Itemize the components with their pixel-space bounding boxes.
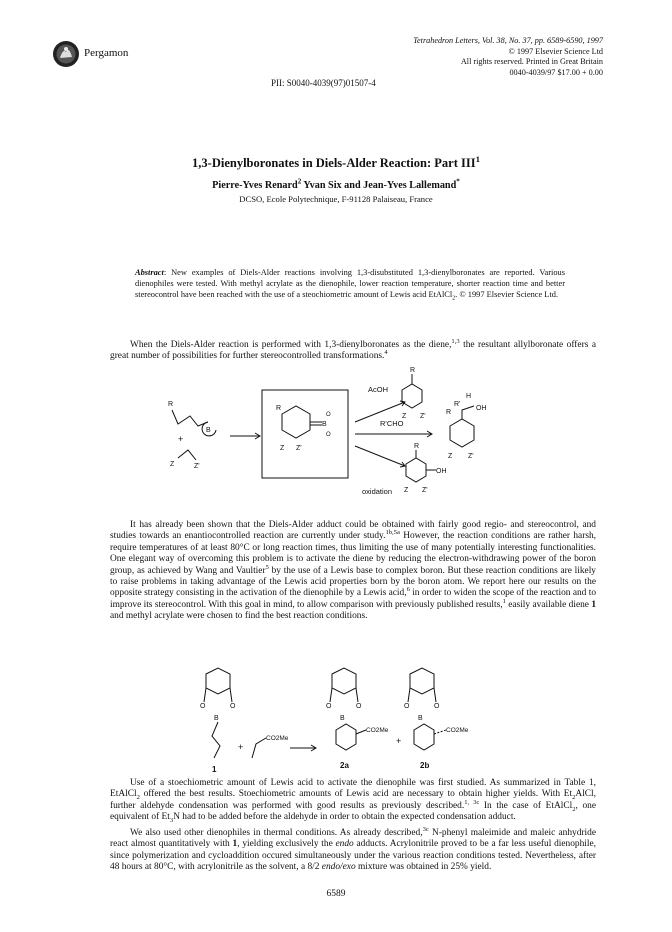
journal-info bbox=[343, 36, 603, 78]
scheme1-pt-z: Z bbox=[402, 413, 407, 420]
scheme1-pr-h: H bbox=[466, 393, 472, 400]
scheme1-arrow-oxidation bbox=[355, 446, 405, 467]
scheme-2 bbox=[190, 664, 490, 776]
paragraph-1 bbox=[110, 337, 596, 363]
scheme2-arrow bbox=[290, 745, 316, 751]
scheme2-c2b-b: B bbox=[418, 715, 423, 722]
scheme2-c1-o2: O bbox=[230, 703, 236, 710]
scheme1-b: B bbox=[206, 427, 211, 434]
abstract-sub: 2 bbox=[452, 295, 456, 302]
scheme2-plus-2: + bbox=[396, 736, 402, 746]
abstract-text-a: : New examples of Diels-Alder reactions involving 1,3-disubstituted 1,3-dienylboronates are reported. Various dienophiles were tested. With methyl acrylate as the dienophile, lower reaction temperature, shorter reaction time and better stereocontrol have been reached with the use of a steochiometric amount of Lewis acid EtAlCl bbox=[135, 268, 565, 299]
pii: PII: S0040-4039(97)01507-4 bbox=[271, 78, 376, 88]
author-2: Yvan Six and Jean-Yves Lallemand bbox=[303, 180, 457, 191]
p3-c: AlCl, further aldehyde condensation was performed with good results as previously described. bbox=[110, 789, 596, 811]
rights-line: All rights reserved. Printed in Great Britain bbox=[460, 57, 603, 67]
p3-d: In the case of EtAlCl bbox=[479, 800, 573, 811]
p2-ref3: 6 bbox=[406, 586, 410, 594]
paragraph-2 bbox=[110, 520, 596, 623]
p2-a: It has already been shown that the Diels-Alder adduct could be obtained with fairly good regio- and stereocontrol, and studies towards an enantiocontrolled reaction are currently under study. bbox=[110, 520, 596, 542]
p4-a: We also used other dienophiles in thermal conditions. As already described, bbox=[130, 828, 423, 838]
scheme1-pt-zp: Z' bbox=[420, 413, 426, 420]
p3-s4: 3 bbox=[169, 817, 174, 825]
scheme2-compound-2b bbox=[404, 668, 469, 770]
scheme1-zp1: Z' bbox=[194, 463, 200, 470]
p4-bold1: 1 bbox=[232, 839, 238, 850]
scheme1-product-right bbox=[446, 393, 487, 460]
article-title bbox=[0, 153, 672, 171]
scheme1-z1: Z bbox=[170, 461, 175, 468]
paragraph-3 bbox=[110, 778, 596, 824]
scheme1-adduct-box bbox=[262, 390, 348, 478]
p4-it2: endo/exo bbox=[321, 862, 356, 873]
scheme2-acrylate-co2me: CO2Me bbox=[266, 735, 289, 742]
scheme1-pr-z: Z bbox=[448, 453, 453, 460]
p3-ref1: 1, 3c bbox=[464, 798, 480, 806]
p3-s1: 2 bbox=[136, 794, 140, 802]
scheme1-adduct-zp: Z' bbox=[296, 445, 302, 452]
journal-line: Tetrahedron Letters, Vol. 38, No. 37, pp. 6589-6590, 1997 bbox=[413, 36, 603, 45]
scheme2-c1-b: B bbox=[214, 715, 219, 722]
abstract-label: Abstract bbox=[135, 268, 164, 277]
scheme1-reagent-acoh: AcOH bbox=[368, 385, 389, 394]
p4-ref1: 3c bbox=[422, 825, 429, 833]
scheme1-adduct-o2: O bbox=[326, 432, 331, 438]
p4-d: adducts. Acrylonitrile proved to be a far less useful dienophile, since polymerization and cycloaddition occured simultaneously under the various reaction conditions tested. Nevertheless, after 48 hours at 80°C, with acrylonitrile as the solvent, a 8/2 bbox=[110, 839, 596, 873]
p2-c: by the use of a Lewis base to complex boron. But these reaction conditions are likely to raise problems in taking advantage of the Lewis acid properties born by the boron atom. We report here our results on the opposite strategy consisting in the activation of the dienophile by a Lewis acid, bbox=[110, 565, 596, 599]
scheme2-c2a-o2: O bbox=[356, 703, 362, 710]
issn-line: 0040-4039/97 $17.00 + 0.00 bbox=[509, 67, 603, 77]
p3-e: , one equivalent of Et bbox=[110, 800, 596, 823]
page-number: 6589 bbox=[326, 889, 346, 899]
publisher-name: Pergamon bbox=[84, 47, 129, 59]
affiliation: DCSO, Ecole Polytechnique, F-91128 Palaiseau, France bbox=[239, 194, 433, 204]
copyright-line: © 1997 Elsevier Science Ltd bbox=[508, 46, 603, 56]
p2-ref4: 1 bbox=[502, 597, 506, 605]
p1-b: the resultant allylboronate offers a great number of possibilities for further stereocontrolled transformations. bbox=[110, 340, 596, 362]
author-1-mark: 2 bbox=[297, 177, 302, 186]
scheme2-label-1: 1 bbox=[212, 765, 217, 774]
p1-ref1: 1,3 bbox=[451, 337, 460, 345]
p2-f: and methyl acrylate were chosen to find the best reaction conditions. bbox=[110, 611, 368, 622]
scheme1-adduct-b: B bbox=[322, 421, 327, 428]
scheme1-product-top bbox=[402, 367, 426, 420]
scheme1-reagent-oxidation: oxidation bbox=[362, 487, 393, 496]
p4-c: , yielding exclusively the bbox=[237, 839, 336, 850]
scheme1-diene bbox=[168, 401, 216, 470]
authors bbox=[0, 177, 672, 191]
scheme1-adduct-o1: O bbox=[326, 412, 331, 418]
scheme1-pb-oh: OH bbox=[436, 468, 447, 475]
p3-s2: 2 bbox=[572, 794, 576, 802]
scheme2-c2a-b: B bbox=[340, 715, 345, 722]
p2-e: easily available diene bbox=[505, 599, 592, 610]
scheme1-pr-oh: OH bbox=[476, 405, 487, 412]
p1-ref2: 4 bbox=[384, 349, 388, 357]
scheme2-compound-1 bbox=[200, 668, 236, 774]
scheme2-acrylate bbox=[252, 735, 289, 758]
scheme1-r1: R bbox=[168, 401, 174, 408]
scheme1-pb-zp: Z' bbox=[422, 487, 428, 494]
scheme2-c1-o1: O bbox=[200, 703, 206, 710]
publisher-logo-icon bbox=[52, 40, 80, 68]
abstract bbox=[135, 267, 565, 300]
scheme2-compound-2a bbox=[326, 668, 389, 770]
scheme1-adduct-r: R bbox=[276, 405, 282, 412]
scheme1-pr-r: R bbox=[446, 409, 452, 416]
scheme1-pr-rp: R' bbox=[454, 401, 461, 408]
title-ref: 1 bbox=[475, 153, 480, 164]
p3-f: N had to be added before the aldehyde in order to obtain the expected condensation adduct. bbox=[173, 812, 516, 823]
p4-e: mixture was obtained in 25% yield. bbox=[355, 862, 492, 873]
scheme1-product-bottom bbox=[404, 443, 447, 494]
author-2-mark: * bbox=[456, 177, 460, 186]
scheme1-adduct bbox=[276, 405, 331, 452]
p3-b: offered the best results. Stoechiometric amounts of Lewis acid are necessary to obtain higher yields. With Et bbox=[139, 789, 573, 800]
scheme2-c2b-co2me: CO2Me bbox=[446, 727, 469, 734]
scheme1-pb-r: R bbox=[414, 443, 420, 450]
scheme1-pt-r: R bbox=[410, 367, 416, 374]
scheme1-pr-zp: Z' bbox=[468, 453, 474, 460]
author-1: Pierre-Yves Renard bbox=[212, 180, 298, 191]
scheme2-plus-1: + bbox=[238, 742, 244, 752]
p2-b: However, the reaction conditions are rather harsh, require temperatures of at least 80°C or long reaction times, thus limiting the use of many potentially interesting functionalities. One elegant way of overcoming this problem is to activate the diene by reducing the electron-withdrawing power of the boron group, as achieved by Wang and Vaultier bbox=[110, 531, 597, 576]
scheme2-c2b-o2: O bbox=[434, 703, 440, 710]
scheme2-c2a-co2me: CO2Me bbox=[366, 727, 389, 734]
p2-ref1: 1b,5a bbox=[385, 529, 400, 537]
scheme2-c2a-o1: O bbox=[326, 703, 332, 710]
scheme2-label-2b: 2b bbox=[420, 761, 430, 770]
p3-s3: 2 bbox=[572, 805, 576, 813]
paragraph-4 bbox=[110, 825, 597, 874]
p2-ref2: 5 bbox=[265, 563, 269, 571]
p4-b: N-phenyl maleimide and maleic anhydride react almost quantitatively with bbox=[110, 828, 597, 850]
scheme1-pb-z: Z bbox=[404, 487, 409, 494]
title-text: 1,3-Dienylboronates in Diels-Alder Reaction: Part III bbox=[192, 156, 476, 170]
scheme2-label-2a: 2a bbox=[340, 761, 349, 770]
p1-a: When the Diels-Alder reaction is performed with 1,3-dienylboronates as the diene, bbox=[130, 340, 452, 350]
scheme1-plus: + bbox=[178, 434, 184, 444]
p3-a: Use of a stoechiometric amount of Lewis acid to activate the dienophile was first studied. As summarized in Table 1, EtAlCl bbox=[110, 778, 596, 800]
p2-bold1: 1 bbox=[591, 599, 596, 610]
scheme1-arrow-rcho bbox=[355, 431, 432, 437]
p2-d: in order to widen the scope of the reaction and to improve its stereocontrol. With this goal in mind, to allow comparison with previously published results, bbox=[110, 588, 597, 610]
scheme2-c2b-o1: O bbox=[404, 703, 410, 710]
scheme1-adduct-z: Z bbox=[280, 445, 285, 452]
p4-it1: endo bbox=[335, 839, 354, 850]
scheme1-reagent-rcho: R'CHO bbox=[380, 419, 404, 428]
scheme-1 bbox=[150, 366, 520, 514]
scheme1-arrow-1 bbox=[230, 433, 260, 439]
abstract-text-b: . © 1997 Elsevier Science Ltd. bbox=[455, 290, 559, 299]
